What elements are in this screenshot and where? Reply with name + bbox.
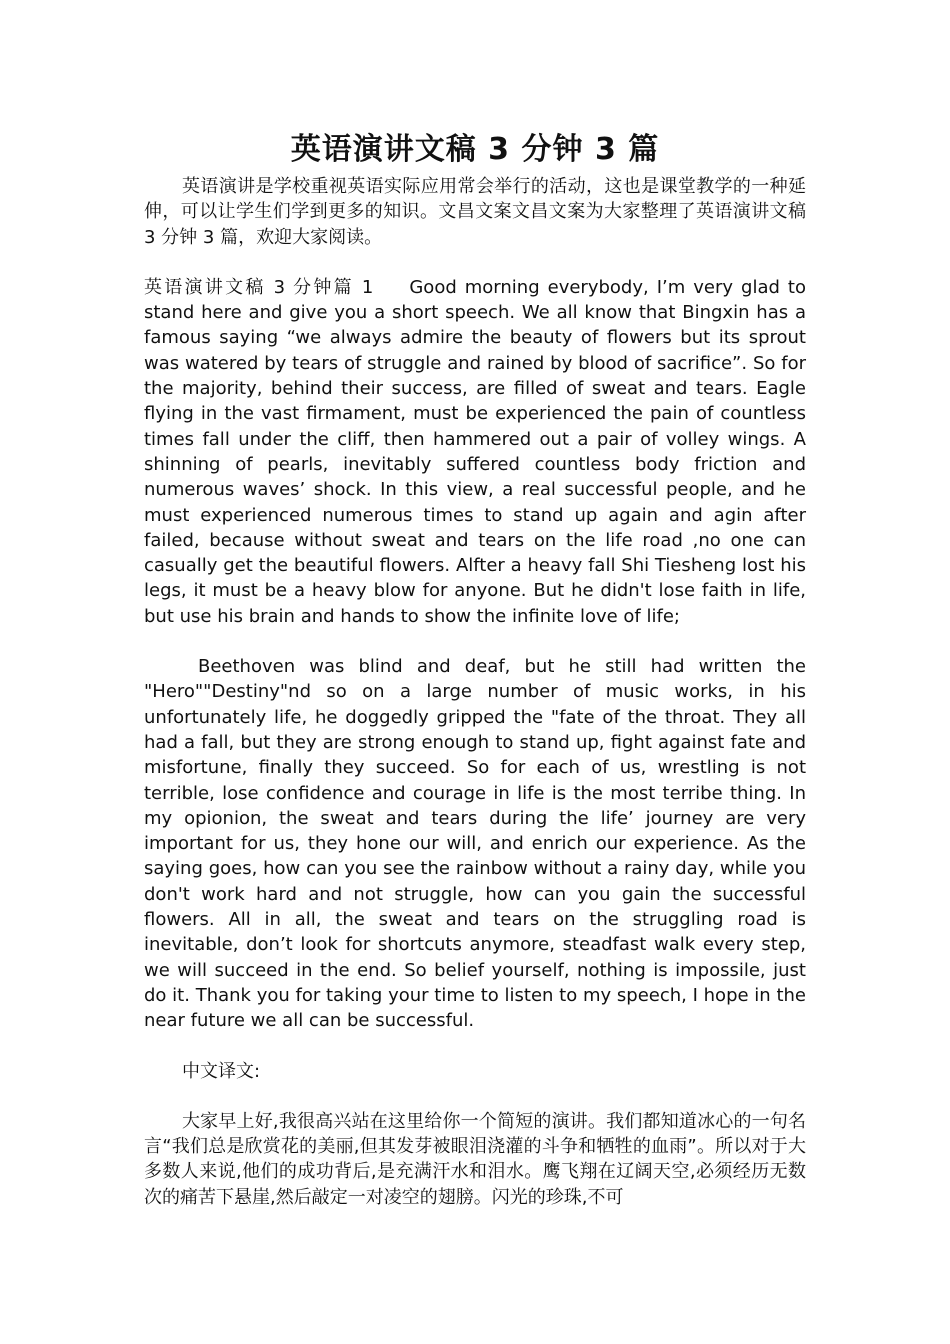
intro-paragraph: 英语演讲是学校重视英语实际应用常会举行的活动，这也是课堂教学的一种延伸，可以让学生们学到更多的知识。文昌文案文昌文案为大家整理了英语演讲文稿 3 分钟 3 篇，欢迎大家阅读。 — [144, 176, 806, 248]
section-1-text: Good morning everybody, I’m very glad to stand here and give you a short speech. We all know that Bingxin has a famous saying “we always admire the beauty of flowers but its sprout was watered by tears of struggle and rained by blood of sacrifice”. So for the majority, behind their success, are filled of sweat and tears. Eagle flying in the vast firmament, must be experienced the pain of countless times fall under the cliff, then hammered out a pair of volley wings. A shinning of pearls, inevitably suffered countless body friction and numerous waves’ shock. In this view, a real successful people, and he must experienced numerous times to stand up again and agin after failed, because without sweat and tears on the life road ,no one can casually get the beautiful flowers. Alfter a heavy fall Shi Tiesheng lost his legs, it must be a heavy blow for anyone. But he didn't lose faith in life, but use his brain and hands to show the infinite love of life; — [144, 276, 806, 627]
translation-heading: 中文译文: — [182, 1060, 261, 1082]
speech-paragraph-2: Beethoven was blind and deaf, but he still had written the "Hero""Destiny"nd so on a large number of music works, in his unfortunately life, he doggedly gripped the "fate of the throat. They all had a fall, but they are strong enough to stand up, fight against fate and misfortune, finally they succeed. So for each of us, wrestling is not terrible, lose confidence and courage in life is the most terribe thing. In my opionion, the sweat and tears during the life’ journey are very important for us, they hone our will, and enrich our experience. As the saying goes, how can you see the rainbow without a rainy day, while you don't work hard and not struggle, how can you gain the successful flowers. All in all, the sweat and tears on the struggling road is inevitable, don’t look for shortcuts anymore, steadfast walk every step, we will succeed in the end. So belief yourself, nothing is impossile, just do it. Thank you for taking your time to listen to my speech, I hope in the near future we all can be successful. — [144, 656, 806, 1032]
speech-paragraph-1 — [144, 275, 806, 629]
document-page — [144, 128, 806, 1210]
document-title: 英语演讲文稿 3 分钟 3 篇 — [290, 132, 660, 167]
section-1-label: 英语演讲文稿 3 分钟篇 1 — [144, 276, 374, 298]
translation-paragraph: 大家早上好,我很高兴站在这里给你一个简短的演讲。我们都知道冰心的一句名言“我们总是欣赏花的美丽,但其发芽被眼泪浇灌的斗争和牺牲的血雨”。所以对于大多数人来说,他们的成功背后,是充满汗水和泪水。鹰飞翔在辽阔天空,必须经历无数次的痛苦下悬崖,然后敲定一对凌空的翅膀。闪光的珍珠,不可 — [144, 1110, 806, 1208]
